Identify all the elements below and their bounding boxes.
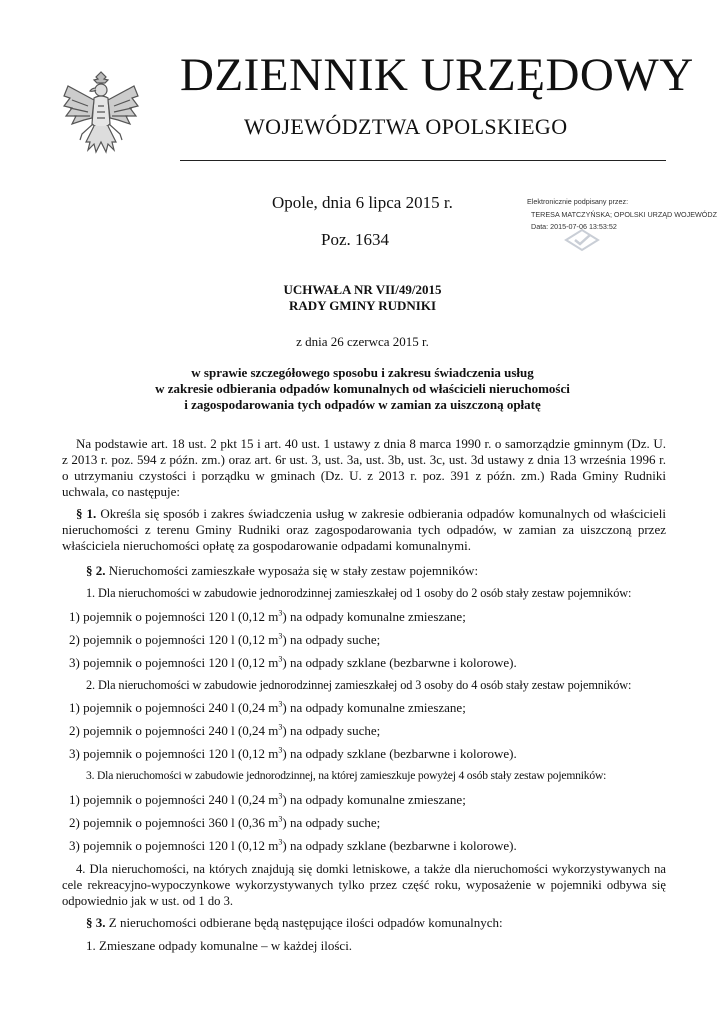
list-item: 2) pojemnik o pojemności 120 l (0,12 $m^3$) na odpady suche; (69, 631, 381, 647)
section-2-intro (86, 563, 478, 579)
polish-eagle-emblem-icon (60, 62, 142, 162)
section-3-text: Z nieruchomości odbierane będą następujące ilości odpadów komunalnych: (108, 915, 503, 930)
list-item: 2) pojemnik o pojemności 360 l (0,36 $m^3$) na odpady suche; (69, 814, 381, 830)
list-item: 3) pojemnik o pojemności 120 l (0,12 $m^3$) na odpady szklane (bezbarwne i kolorowe). (69, 745, 517, 761)
section-2-paragraph-4 (62, 861, 666, 909)
position-number: Poz. 1634 (321, 230, 389, 249)
resolution-subject (0, 365, 725, 413)
signature-label: Elektronicznie podpisany przez: (527, 197, 629, 206)
section-mark: § 1. (76, 506, 97, 521)
section-mark: § 2. (86, 563, 106, 578)
subject-line: w sprawie szczegółowego sposobu i zakresu świadczenia usług (191, 365, 534, 380)
list-item: 3) pojemnik o pojemności 120 l (0,12 $m^3$) na odpady szklane (bezbarwne i kolorowe). (69, 837, 517, 853)
resolution-date: z dnia 26 czerwca 2015 r. (296, 334, 429, 349)
resolution-heading (0, 282, 725, 314)
section-mark: § 3. (86, 915, 106, 930)
electronic-signature (527, 197, 717, 257)
signature-signer: TERESA MATCZYŃSKA; OPOLSKI URZĄD WOJEWÓDZ (531, 210, 717, 219)
signature-date: Data: 2015-07-06 13:53:52 (531, 222, 617, 231)
preamble-text: Na podstawie art. 18 ust. 2 pkt 15 i art. 40 ust. 1 ustawy z dnia 8 marca 1990 r. o samorządzie gminnym (Dz. U. z 2013 r. poz. 594 z późn. zm.) oraz art. 6r ust. 3, ust. 3a, ust. 3b, ust. 3c, ust. 3d ustawy z dnia 13 września 1996 r. o utrzymaniu czystości i porządku w gminach (Dz. U. z 2013 r. poz. 391 z późn. zm.) Rada Gminy Rudniki uchwala, co następuje: (62, 436, 666, 499)
resolution-body: RADY GMINY RUDNIKI (288, 298, 437, 313)
journal-subtitle: WOJEWÓDZTWA OPOLSKIEGO (244, 114, 568, 139)
resolution-number: UCHWAŁA NR VII/49/2015 (283, 282, 442, 297)
section-2-text: Nieruchomości zamieszkałe wyposaża się w stały zestaw pojemników: (108, 563, 479, 578)
list-item: 3) pojemnik o pojemności 120 l (0,12 $m^3$) na odpady szklane (bezbarwne i kolorowe). (69, 654, 517, 670)
list-item: 1) pojemnik o pojemności 240 l (0,24 $m^3$) na odpady komunalne zmieszane; (69, 699, 466, 715)
list-item: 1) pojemnik o pojemności 240 l (0,24 $m^3$) na odpady komunalne zmieszane; (69, 791, 466, 807)
subject-line: w zakresie odbierania odpadów komunalnych od właścicieli nieruchomości (155, 381, 570, 396)
section-1 (62, 506, 666, 554)
signature-check-icon (563, 227, 601, 253)
section-2-paragraph-3: 3. Dla nieruchomości w zabudowie jednorodzinnej, na której zamieszkuje powyżej 4 osób stały zestaw pojemników: (86, 769, 607, 782)
paragraph-text: 4. Dla nieruchomości, na których znajdują się domki letniskowe, a także dla nieruchomości wykorzystywanych na cele rekreacyjno-wypoczynkowe wykorzystywanych tylko przez część roku, wyposażenie w pojemniki odbywa się odpowiednio jak w ust. od 1 do 3. (62, 862, 666, 908)
section-2-paragraph-2: 2. Dla nieruchomości w zabudowie jednorodzinnej zamieszkałej od 3 osoby do 4 osób stały zestaw pojemników: (86, 678, 632, 692)
publication-date: Opole, dnia 6 lipca 2015 r. (272, 193, 453, 212)
section-3-intro (86, 915, 503, 931)
subject-line: i zagospodarowania tych odpadów w zamian za uiszczoną opłatę (184, 397, 541, 412)
section-1-text: Określa się sposób i zakres świadczenia usług w zakresie odbierania odpadów komunalnych od właścicieli nieruchomości z terenu Gminy Rudniki oraz zagospodarowania tych odpadów, w zamian za uiszczoną przez właściciela nieruchomości opłatę za gospodarowanie odpadami komunalnymi. (62, 506, 666, 553)
title-divider (180, 160, 666, 161)
list-item: 1) pojemnik o pojemności 120 l (0,12 $m^3$) na odpady komunalne zmieszane; (69, 608, 466, 624)
list-item: 2) pojemnik o pojemności 240 l (0,24 $m^3$) na odpady suche; (69, 722, 381, 738)
section-2-paragraph-1: 1. Dla nieruchomości w zabudowie jednorodzinnej zamieszkałej od 1 osoby do 2 osób stały zestaw pojemników: (86, 586, 632, 600)
journal-title: DZIENNIK URZĘDOWY (180, 49, 694, 101)
preamble (62, 436, 666, 500)
section-3-paragraph-1: 1. Zmieszane odpady komunalne – w każdej ilości. (86, 938, 353, 953)
